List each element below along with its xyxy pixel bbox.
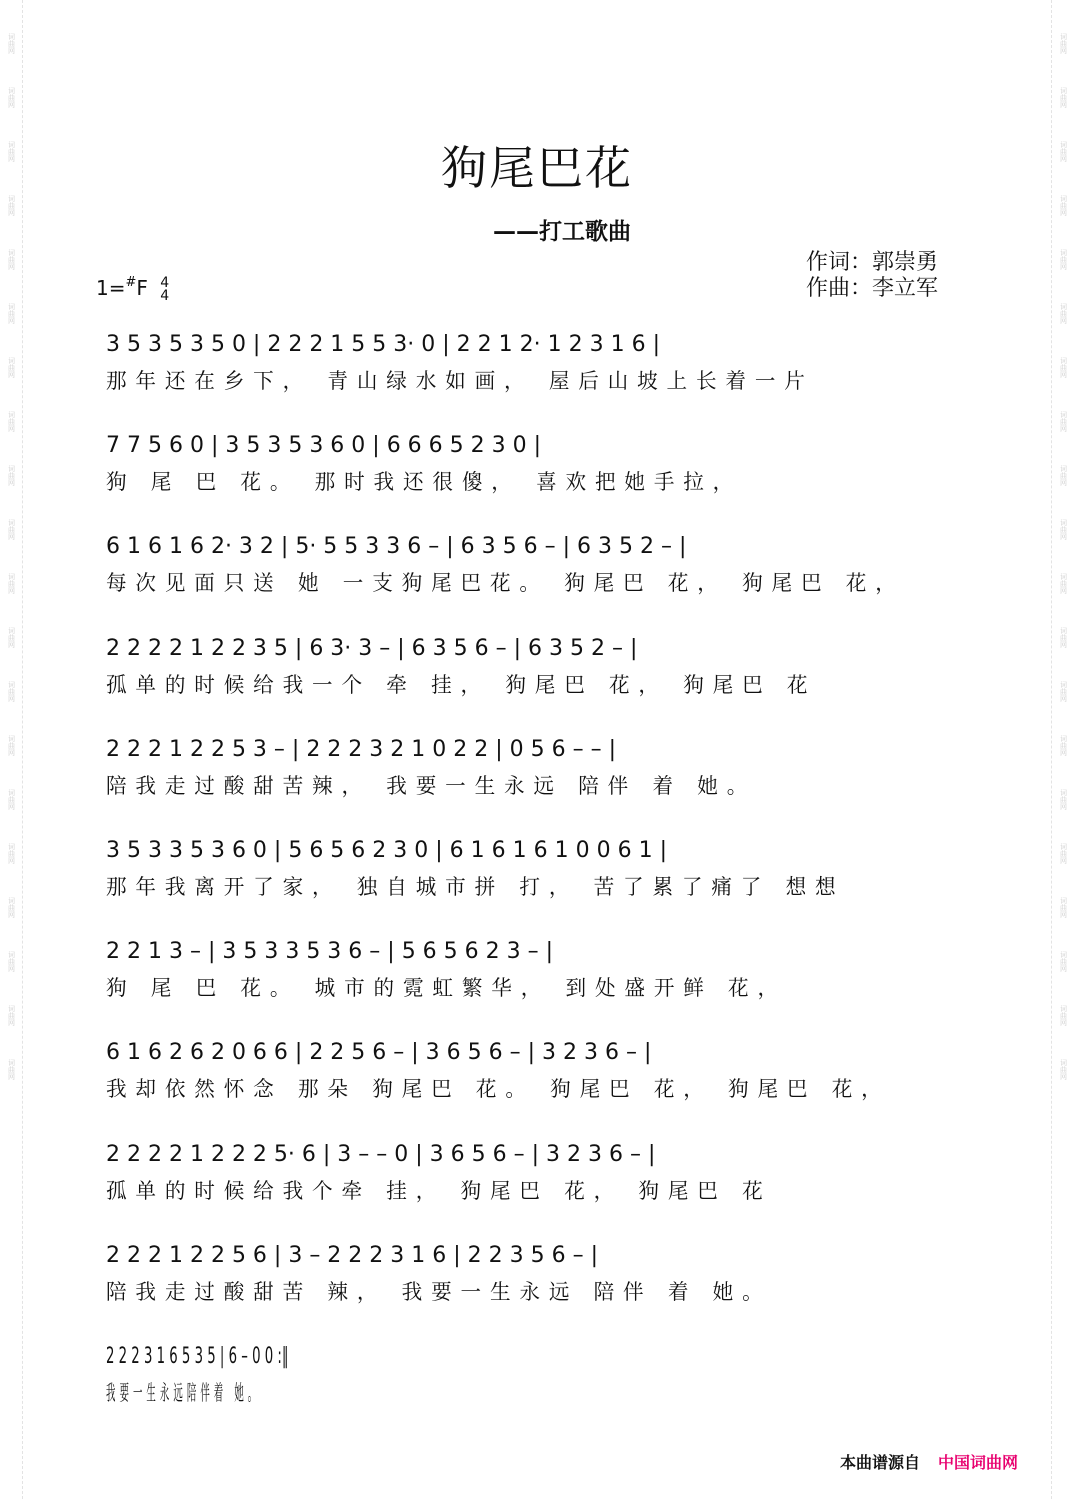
- lyrics-line: 那年我离开了家， 独自城市拼 打， 苦了累了痛了 想想: [106, 875, 845, 899]
- lyrics-line: 孤单的时候给我一个 牵 挂， 狗尾巴 花， 狗尾巴 花: [106, 672, 817, 697]
- score-row: [106, 1239, 952, 1319]
- watermark-text: 词曲网: [1059, 789, 1068, 810]
- notation-line: 2 2 1 3 – | 3 5 3 3 5 3 6 – | 5 6 5 6 2 3 – |: [106, 939, 554, 965]
- lyrics-line: 狗 尾 巴 花。 那时我还很傻， 喜欢把她手拉，: [106, 470, 743, 495]
- sharp-sign: #: [125, 275, 137, 290]
- watermark-text: 词曲网: [7, 1005, 16, 1026]
- watermark-text: 词曲网: [7, 681, 16, 702]
- source-brand: 中国词曲网: [938, 1453, 1019, 1472]
- watermark-text: 词曲网: [7, 303, 16, 324]
- time-signature: [160, 274, 170, 304]
- watermark-text: 词曲网: [7, 789, 16, 810]
- watermark-text: 词曲网: [7, 951, 16, 972]
- notation-line: 3 5 3 5 3 5 0 | 2 2 2 1 5 5 3· 0 | 2 2 1 2· 1 2 3 1 6 |: [106, 332, 660, 357]
- watermark-text: 词曲网: [1059, 465, 1068, 486]
- watermark-text: 词曲网: [7, 735, 16, 756]
- lyrics-line: 孤单的时候给我个牵 挂， 狗尾巴 花， 狗尾巴 花: [106, 1178, 772, 1203]
- watermark-text: 词曲网: [1059, 87, 1068, 108]
- watermark-text: 词曲网: [1059, 1005, 1068, 1026]
- notation-line: 6 1 6 1 6 2· 3 2 | 5· 5 5 3 3 6 – | 6 3 5 6 – | 6 3 5 2 – |: [106, 534, 687, 560]
- watermark-text: 词曲网: [1059, 843, 1068, 864]
- watermark-text: 词曲网: [1059, 357, 1068, 378]
- notation-line: 6 1 6 2 6 2 0 6 6 | 2 2 5 6 – | 3 6 5 6 – | 3 2 3 6 – |: [106, 1040, 652, 1066]
- watermark-text: 词曲网: [1059, 735, 1068, 756]
- song-subtitle: ——打工歌曲: [493, 219, 631, 245]
- score-row: [106, 834, 952, 914]
- watermark-text: 词曲网: [1059, 249, 1068, 270]
- score-row: [106, 429, 952, 509]
- watermark-text: 词曲网: [1059, 897, 1068, 918]
- score-row: [106, 733, 952, 813]
- time-bottom: 4: [160, 287, 170, 304]
- score-row: [106, 1138, 952, 1218]
- composer-name: 李立军: [872, 276, 939, 301]
- song-title: 狗尾巴花: [441, 141, 633, 195]
- notation-line: 7 7 5 6 0 | 3 5 3 5 3 6 0 | 6 6 6 5 2 3 0 |: [106, 433, 542, 459]
- watermark-text: 词曲网: [1059, 519, 1068, 540]
- notation-line: 2 2 2 1 2 2 5 6 | 3 – 2 2 2 3 1 6 | 2 2 3 5 6 – |: [106, 1242, 599, 1268]
- composer-line: [806, 276, 938, 302]
- key-prefix: 1=: [96, 276, 126, 300]
- watermark-text: 词曲网: [1059, 951, 1068, 972]
- watermark-text: 词曲网: [7, 33, 16, 54]
- lyricist-name: 郭崇勇: [872, 250, 939, 275]
- score-row: [106, 1340, 952, 1420]
- watermark-text: 词曲网: [1059, 411, 1068, 432]
- lyricist-label: 作词：: [806, 250, 873, 275]
- lyrics-line: 那年还在乡下， 青山绿水如画， 屋后山坡上长着一片: [106, 369, 814, 393]
- watermark-text: 词曲网: [1059, 1059, 1068, 1080]
- source-credit: [840, 1450, 1018, 1473]
- watermark-text: 词曲网: [1059, 681, 1068, 702]
- score-row: [106, 1036, 952, 1116]
- watermark-text: 词曲网: [7, 141, 16, 162]
- watermark-text: 词曲网: [7, 627, 16, 648]
- watermark-text: 词曲网: [1059, 573, 1068, 594]
- lyrics-line: 陪我走过酸甜苦辣， 我要一生永远 陪伴 着 她。: [106, 773, 757, 798]
- watermark-text: 词曲网: [7, 573, 16, 594]
- notation-line: 2 2 2 3 1 6 5 3 5 | 6 – 0 0 :‖: [106, 1344, 289, 1369]
- composer-label: 作曲：: [806, 276, 873, 301]
- watermark-text: 词曲网: [7, 843, 16, 864]
- watermark-text: 词曲网: [7, 465, 16, 486]
- score-row: [106, 328, 952, 408]
- notation-line: 2 2 2 2 1 2 2 3 5 | 6 3· 3 – | 6 3 5 6 – | 6 3 5 2 – |: [106, 635, 638, 661]
- lyrics-line: 我要一生永远陪伴着 她。: [106, 1381, 262, 1405]
- key-signature: [96, 276, 169, 303]
- score-row: [106, 632, 952, 712]
- credits-block: [806, 250, 938, 302]
- watermark-text: 词曲网: [1059, 627, 1068, 648]
- lyrics-line: 我却依然怀念 那朵 狗尾巴 花。 狗尾巴 花， 狗尾巴 花，: [106, 1077, 891, 1102]
- lyrics-line: 狗 尾 巴 花。 城市的霓虹繁华， 到处盛开鲜 花，: [106, 976, 787, 1001]
- watermark-text: 词曲网: [7, 87, 16, 108]
- notation-line: 3 5 3 3 5 3 6 0 | 5 6 5 6 2 3 0 | 6 1 6 1 6 1 0 0 6 1 |: [106, 838, 667, 863]
- key-note: F: [136, 276, 148, 300]
- source-label: 本曲谱源自: [840, 1453, 921, 1472]
- lyricist-line: [806, 250, 938, 276]
- watermark-text: 词曲网: [7, 357, 16, 378]
- watermark-text: 词曲网: [7, 411, 16, 432]
- notation-line: 2 2 2 1 2 2 5 3 – | 2 2 2 3 2 1 0 2 2 | 0 5 6 – – |: [106, 736, 617, 762]
- watermark-text: 词曲网: [1059, 141, 1068, 162]
- watermark-text: 词曲网: [7, 249, 16, 270]
- lyrics-line: 每次见面只送 她 一支狗尾巴花。 狗尾巴 花， 狗尾巴 花，: [106, 571, 905, 596]
- watermark-text: 词曲网: [1059, 195, 1068, 216]
- score-row: [106, 530, 952, 610]
- watermark-text: 词曲网: [7, 195, 16, 216]
- lyrics-line: 陪我走过酸甜苦 辣， 我要一生永远 陪伴 着 她。: [106, 1279, 772, 1304]
- notation-line: 2 2 2 2 1 2 2 2 5· 6 | 3 – – 0 | 3 6 5 6 – | 3 2 3 6 – |: [106, 1141, 656, 1167]
- time-top: 4: [160, 274, 170, 291]
- watermark-text: 词曲网: [7, 1059, 16, 1080]
- watermark-text: 词曲网: [1059, 303, 1068, 324]
- score-row: [106, 935, 952, 1015]
- watermark-text: 词曲网: [1059, 33, 1068, 54]
- watermark-text: 词曲网: [7, 897, 16, 918]
- watermark-text: 词曲网: [7, 519, 16, 540]
